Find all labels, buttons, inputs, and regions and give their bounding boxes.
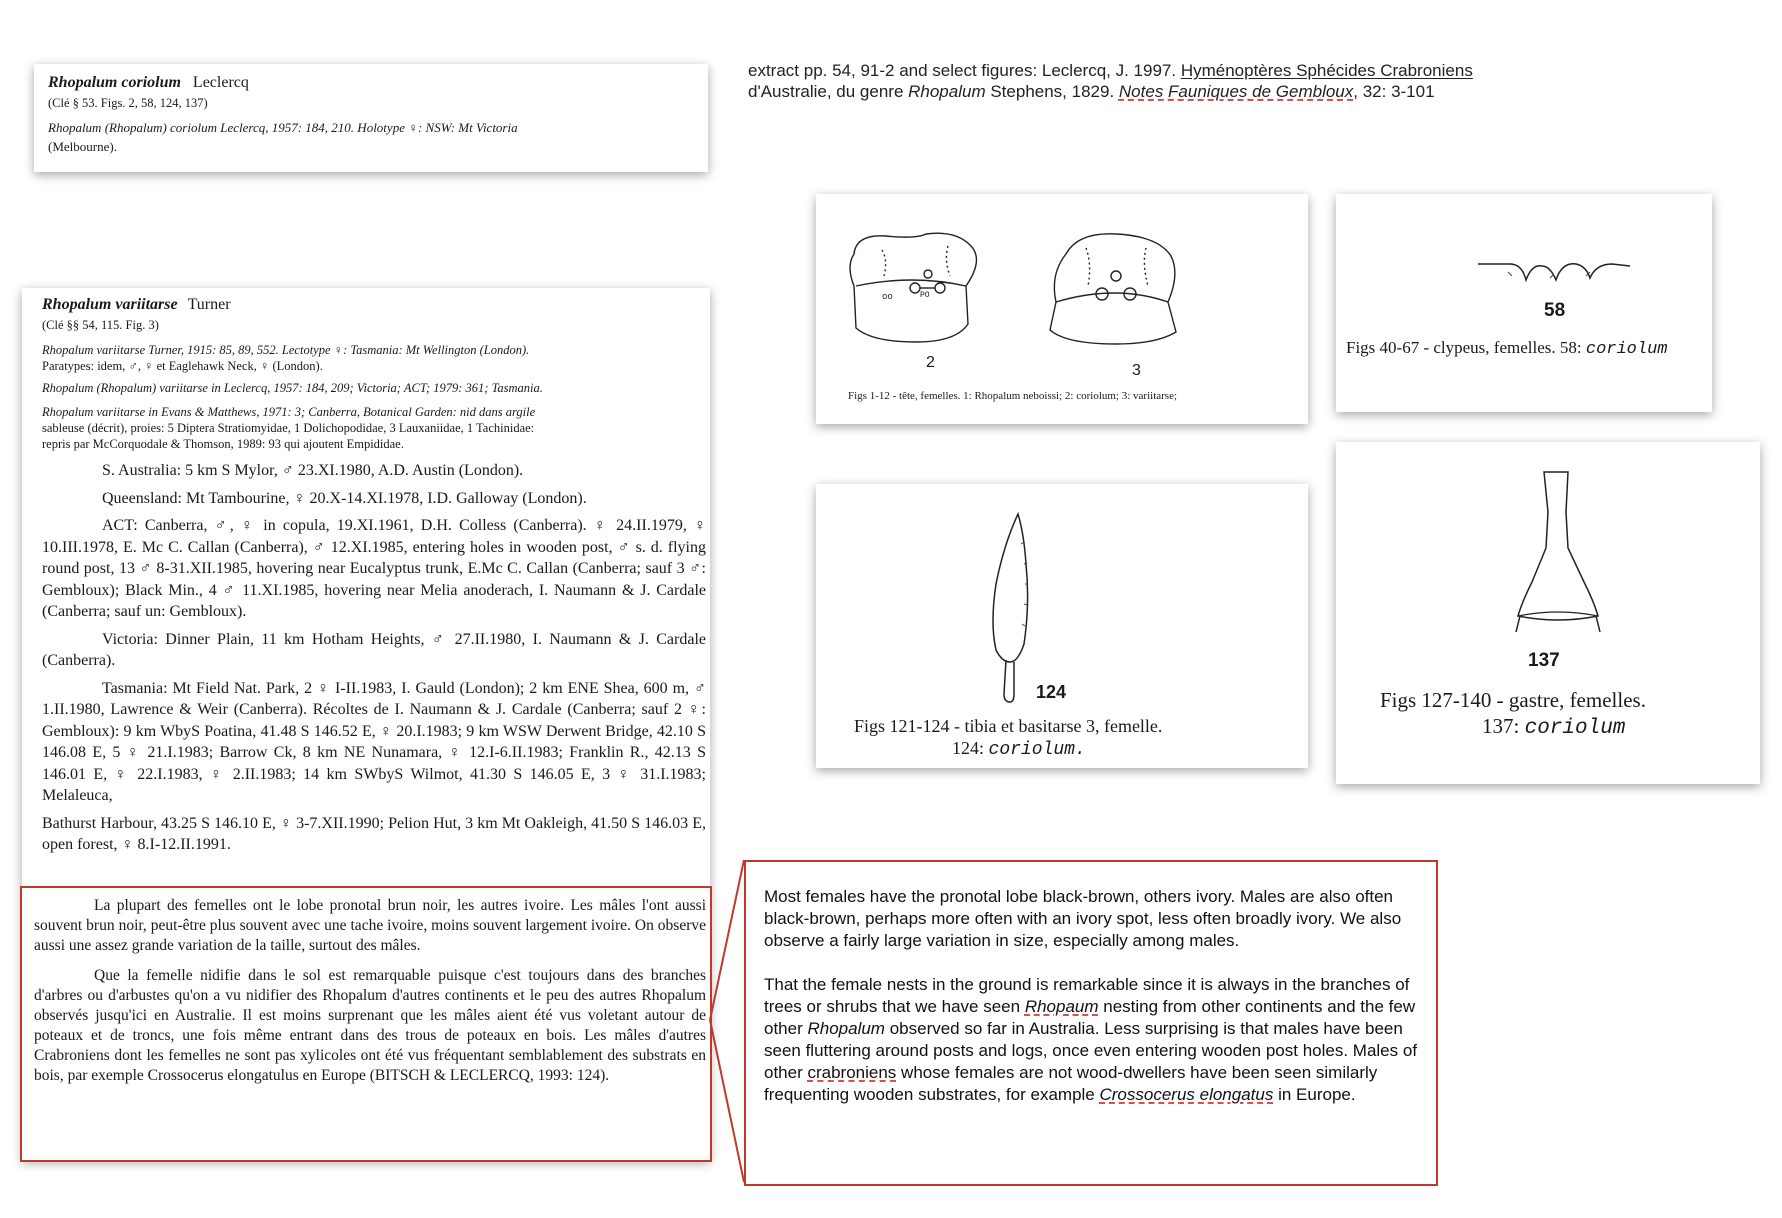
tibia-caption-species: coriolum. bbox=[988, 740, 1086, 760]
translation-genus-1: Rhopaum bbox=[1024, 997, 1099, 1016]
translation-text-d: whose females are not wood-dwellers have been seen similarly frequenting wooden substrates, for example bbox=[764, 1063, 1378, 1104]
citation-title: Hyménoptères Sphécides Crabroniens bbox=[1180, 61, 1473, 80]
variitarse-name: Rhopalum variitarse bbox=[42, 296, 178, 313]
coriolum-author: Leclercq bbox=[192, 74, 249, 91]
synonymy-line: sableuse (décrit), proies: 5 Diptera Stratiomyidae, 1 Dolichopodidae, 3 Lauxaniidae, 1 Tachinidae: bbox=[42, 421, 535, 435]
coriolum-location: (Melbourne). bbox=[48, 139, 117, 154]
translation-crabroniens: crabroniens bbox=[807, 1063, 897, 1082]
translation-genus-2: Rhopalum bbox=[807, 1019, 885, 1038]
record-paragraph: Bathurst Harbour, 43.25 S 146.10 E, ♀ 3-7.XII.1990; Pelion Hut, 3 km Mt Oakleigh, 41.50 S 146.03 E, open forest, ♀ 8.I-12.II.1991. bbox=[42, 814, 706, 853]
translation-content bbox=[764, 886, 1424, 1106]
record-paragraph: ACT: Canberra, ♂, ♀ in copula, 19.XI.1961, D.H. Colless (Canberra). ♀ 24.II.1979, ♀ 10.III.1978, E. Mc C. Callan (Canberra), ♂ 12.XI.1985, entering holes in wooden post, ♂ s. d. flying round post, 13 ♂ 8-31.XII.1985, hovering near Eucalyptus trunk, E.Mc C. Callan (Canberra; sauf 3 ♂: Gembloux); Black Min., 4 ♂ 11.XI.1985, hovering near Melia anoderach, I. Naumann & J. Cardale (Canberra; sauf un: Gembloux). bbox=[42, 517, 706, 620]
clypeus-caption-species: coriolum bbox=[1585, 340, 1668, 359]
synonymy-line: Paratypes: idem, ♂, ♀ et Eaglehawk Neck, ♀ (London). bbox=[42, 359, 323, 373]
synonymy-line: Rhopalum (Rhopalum) variitarse in Leclercq, 1957: 184, 209; Victoria; ACT; 1979: 361; Tasmania. bbox=[42, 381, 543, 395]
gaster-caption-num: 137: bbox=[1482, 714, 1525, 738]
figure-head bbox=[816, 194, 1308, 424]
translation-paragraph-2 bbox=[764, 974, 1424, 1106]
coriolum-name: Rhopalum coriolum bbox=[48, 74, 181, 91]
connector-line-bottom bbox=[710, 1020, 744, 1182]
clypeus-figure-number: 58 bbox=[1544, 300, 1566, 321]
head-figure-3-label: 3 bbox=[1132, 362, 1141, 379]
citation-genus: Rhopalum bbox=[908, 82, 986, 101]
translation-text-c: observed so far in Australia. Less surprising is that males have been seen fluttering around posts and logs, once even entering wooden post holes. Males of other bbox=[764, 1019, 1418, 1082]
clypeus-caption bbox=[1346, 338, 1668, 359]
record-paragraph: Victoria: Dinner Plain, 11 km Hotham Heights, ♂ 27.II.1980, I. Naumann & J. Cardale (Canberra). bbox=[42, 630, 706, 669]
head-figure-2 bbox=[850, 233, 976, 342]
translation-text-e: in Europe. bbox=[1273, 1085, 1356, 1104]
synonymy-line: repris par McCorquodale & Thomson, 1989: 93 qui ajoutent Empididae. bbox=[42, 437, 404, 451]
citation-text-a: d'Australie, du genre bbox=[748, 82, 909, 101]
citation-text-c: , 32: 3-101 bbox=[1353, 82, 1435, 101]
head-po-label: PO bbox=[920, 291, 930, 300]
tibia-caption-num: 124: bbox=[952, 738, 989, 758]
coriolum-key: (Clé § 53. Figs. 2, 58, 124, 137) bbox=[48, 96, 208, 110]
translation-species: Crossocerus elongatus bbox=[1099, 1085, 1274, 1104]
tibia-figure-number: 124 bbox=[1036, 682, 1067, 702]
head-figure-2-label: 2 bbox=[926, 354, 935, 371]
translation-box bbox=[744, 860, 1438, 1186]
coriolum-holotype: Rhopalum (Rhopalum) coriolum Leclercq, 1957: 184, 210. Holotype ♀: NSW: Mt Victoria bbox=[48, 120, 518, 135]
synonymy-line: Rhopalum variitarse Turner, 1915: 85, 89, 552. Lectotype ♀: Tasmania: Mt Wellington (London). bbox=[42, 343, 530, 357]
record-paragraph: Tasmania: Mt Field Nat. Park, 2 ♀ I-II.1983, I. Gauld (London); 2 km ENE Shea, 600 m, ♂ 1.II.1980, Lawrence & Weir (Canberra). Récoltes de I. Naumann & J. Cardale (Canberra; sauf 2 ♀: Gembloux): 9 km WbyS Poatina, 41.48 S 146.52 E, ♀ 20.I.1983; 9 km WSW Derwent Bridge, 42.10 S 146.08 E, 5 ♀ 21.I.1983; Barrow Ck, 8 km NE Nunamara, ♀ 12.I-6.II.1983; Franklin R., 42.13 S 146.01 E, ♀ 22.I.1983, ♀ 2.II.1983; 14 km SWbyS Wilmot, 41.30 S 146.05 E, 3 ♀ 31.I.1983; Melaleuca, bbox=[42, 679, 706, 804]
synonymy-line: Rhopalum variitarse in Evans & Matthews, 1971: 3; Canberra, Botanical Garden: nid dans argile bbox=[42, 405, 536, 419]
translation-paragraph-1: Most females have the pronotal lobe black-brown, others ivory. Males are also often black-brown, perhaps more often with an ivory spot, less often broadly ivory. We also observe a fairly large variation in size, especially among males. bbox=[764, 887, 1402, 950]
gaster-caption-line-1: Figs 127-140 - gastre, femelles. bbox=[1380, 688, 1646, 712]
variitarse-key: (Clé §§ 54, 115. Fig. 3) bbox=[42, 318, 159, 332]
citation-text-b: Stephens, 1829. bbox=[985, 82, 1119, 101]
tibia-caption-line-1: Figs 121-124 - tibia et basitarse 3, femelle. bbox=[854, 716, 1163, 736]
citation-journal: Notes Fauniques de Gembloux bbox=[1118, 82, 1354, 101]
translation-text-a: That the female nests in the ground is remarkable since it is always in the branches of trees or shrubs that we have seen bbox=[764, 975, 1410, 1016]
figure-clypeus bbox=[1336, 194, 1712, 412]
french-paragraph-2: Que la femelle nidifie dans le sol est remarquable puisque c'est toujours dans des branches d'arbres ou d'arbustes qu'on a vu nidifier des Rhopalum d'autres continents et le peu des autres Rhopalum observés jusqu'ici en Australie. Il est moins surprenant que les mâles aient été vus voletant autour de poteaux et de troncs, une fois même entrant dans des trous de poteaux en bois. Les mâles d'autres Crabroniens dont les femelles ne sont pas xylicoles ont été vus fréquentant semblablement des substrats en bois, par exemple Crossocerus elongatulus en Europe (BITSCH & LECLERCQ, 1993: 124). bbox=[34, 967, 706, 1084]
gaster-figure-number: 137 bbox=[1528, 650, 1560, 671]
head-oo-label: oo bbox=[882, 292, 893, 302]
french-paragraph-1: La plupart des femelles ont le lobe pronotal brun noir, les autres ivoire. Les mâles l'ont aussi souvent brun noir, peut-être plus souvent avec une tache ivoire, moins souvent largement ivoire. On observe aussi une assez grande variation de la taille, surtout des mâles. bbox=[34, 897, 706, 954]
clypeus-caption-num: 58: bbox=[1555, 338, 1586, 357]
tibia-caption-line-2 bbox=[952, 738, 1086, 760]
head-caption: Figs 1-12 - tête, femelles. 1: Rhopalum neboissi; 2: coriolum; 3: variitarse; bbox=[848, 390, 1178, 402]
citation-text: extract pp. 54, 91-2 and select figures: Leclercq, J. 1997. bbox=[748, 61, 1177, 80]
figure-tibia bbox=[816, 484, 1308, 768]
variitarse-author: Turner bbox=[187, 296, 231, 313]
gaster-caption-species: coriolum bbox=[1524, 717, 1626, 740]
translation-text-b: nesting from other continents and the few other bbox=[764, 997, 1416, 1038]
connector-line-top bbox=[710, 860, 744, 1020]
clypeus-caption-text: Figs 40-67 - clypeus, femelles. bbox=[1346, 338, 1556, 357]
clypeus-drawing bbox=[1336, 194, 1712, 412]
figure-gaster bbox=[1336, 442, 1760, 784]
record-paragraph: S. Australia: 5 km S Mylor, ♂ 23.XI.1980, A.D. Austin (London). bbox=[102, 462, 524, 479]
gaster-caption-line-2 bbox=[1482, 714, 1625, 740]
head-figure-3 bbox=[1050, 234, 1176, 344]
record-paragraph: Queensland: Mt Tambourine, ♀ 20.X-14.XI.1978, I.D. Galloway (London). bbox=[102, 489, 587, 507]
